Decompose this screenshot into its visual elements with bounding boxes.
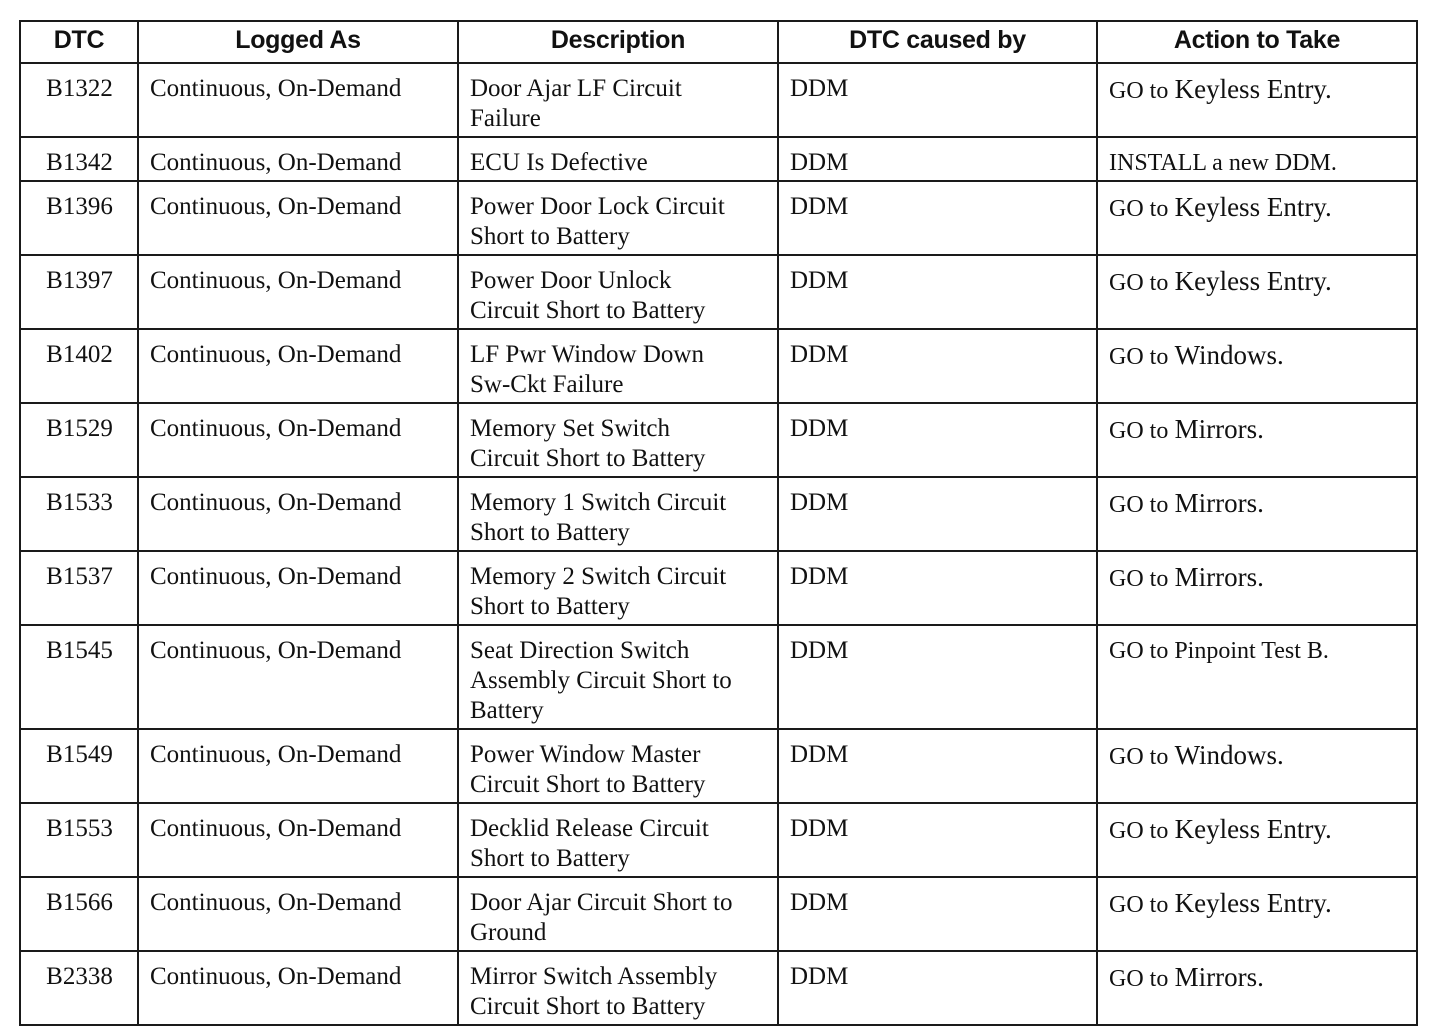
- table-row: [20, 729, 1417, 803]
- description-cell: [458, 551, 778, 625]
- dtc-code-cell: B2338: [20, 951, 138, 1025]
- action-target-text: Keyless Entry.: [1174, 74, 1332, 104]
- description-cell: [458, 729, 778, 803]
- caused-by-cell: DDM: [778, 803, 1097, 877]
- table-header: [20, 21, 1417, 63]
- description-line: Battery: [470, 697, 544, 724]
- action-lead-text: GO to: [1109, 492, 1169, 518]
- logged-as-cell: Continuous, On-Demand: [138, 329, 458, 403]
- action-cell: [1097, 877, 1417, 951]
- description-line: Short to Battery: [470, 223, 630, 250]
- table-body: [20, 63, 1417, 1025]
- table-row: [20, 329, 1417, 403]
- action-cell: [1097, 729, 1417, 803]
- description-line: Short to Battery: [470, 845, 630, 872]
- dtc-code-cell: B1533: [20, 477, 138, 551]
- dtc-code-cell: B1402: [20, 329, 138, 403]
- logged-as-cell: Continuous, On-Demand: [138, 729, 458, 803]
- description-line: Circuit Short to Battery: [470, 771, 706, 798]
- action-target-text: Mirrors.: [1174, 962, 1264, 992]
- action-lead-text: GO to: [1109, 344, 1169, 370]
- action-cell: [1097, 255, 1417, 329]
- action-lead-text: GO to: [1109, 418, 1169, 444]
- action-target-text: Mirrors.: [1174, 562, 1264, 592]
- action-target-text: Windows.: [1174, 340, 1284, 370]
- logged-as-cell: Continuous, On-Demand: [138, 877, 458, 951]
- logged-as-cell: Continuous, On-Demand: [138, 951, 458, 1025]
- dtc-code-cell: B1342: [20, 137, 138, 181]
- caused-by-cell: DDM: [778, 551, 1097, 625]
- dtc-code-cell: B1322: [20, 63, 138, 137]
- description-cell: [458, 137, 778, 181]
- logged-as-cell: Continuous, On-Demand: [138, 803, 458, 877]
- action-target-text: Mirrors.: [1174, 414, 1264, 444]
- action-lead-text: GO to: [1109, 892, 1169, 918]
- dtc-code-cell: B1566: [20, 877, 138, 951]
- description-cell: [458, 803, 778, 877]
- caused-by-cell: DDM: [778, 477, 1097, 551]
- action-cell: [1097, 63, 1417, 137]
- action-cell: [1097, 477, 1417, 551]
- logged-as-cell: Continuous, On-Demand: [138, 63, 458, 137]
- dtc-code-cell: B1529: [20, 403, 138, 477]
- caused-by-cell: DDM: [778, 329, 1097, 403]
- dtc-code-cell: B1537: [20, 551, 138, 625]
- description-line: Mirror Switch Assembly: [470, 963, 718, 990]
- action-cell: [1097, 329, 1417, 403]
- action-cell: [1097, 403, 1417, 477]
- table-row: [20, 477, 1417, 551]
- action-lead-text: GO to: [1109, 818, 1169, 844]
- description-line: Ground: [470, 919, 547, 946]
- description-line: Circuit Short to Battery: [470, 445, 706, 472]
- table-row: [20, 137, 1417, 181]
- description-line: Door Ajar Circuit Short to: [470, 889, 733, 916]
- description-line: ECU Is Defective: [470, 149, 648, 176]
- caused-by-cell: DDM: [778, 625, 1097, 729]
- logged-as-cell: Continuous, On-Demand: [138, 403, 458, 477]
- table-row: [20, 951, 1417, 1025]
- dtc-code-cell: B1553: [20, 803, 138, 877]
- description-line: Circuit Short to Battery: [470, 993, 706, 1020]
- description-cell: [458, 877, 778, 951]
- caused-by-cell: DDM: [778, 403, 1097, 477]
- table-row: [20, 625, 1417, 729]
- action-target-text: Mirrors.: [1174, 488, 1264, 518]
- action-target-text: Keyless Entry.: [1174, 814, 1332, 844]
- action-target-text: Keyless Entry.: [1174, 192, 1332, 222]
- description-line: Power Door Lock Circuit: [470, 193, 725, 220]
- action-lead-text: GO to: [1109, 744, 1169, 770]
- caused-by-cell: DDM: [778, 137, 1097, 181]
- description-line: Assembly Circuit Short to: [470, 667, 732, 694]
- table-row: [20, 181, 1417, 255]
- action-cell: [1097, 803, 1417, 877]
- action-cell: [1097, 625, 1417, 729]
- description-cell: [458, 181, 778, 255]
- table-row: [20, 877, 1417, 951]
- description-cell: [458, 625, 778, 729]
- action-target-text: Keyless Entry.: [1174, 266, 1332, 296]
- header-row: [20, 21, 1417, 63]
- table-row: [20, 551, 1417, 625]
- table-row: [20, 255, 1417, 329]
- caused-by-cell: DDM: [778, 255, 1097, 329]
- description-cell: [458, 403, 778, 477]
- caused-by-cell: DDM: [778, 181, 1097, 255]
- description-line: Short to Battery: [470, 593, 630, 620]
- description-line: Memory Set Switch: [470, 415, 670, 442]
- logged-as-cell: Continuous, On-Demand: [138, 137, 458, 181]
- action-lead-text: GO to Pinpoint Test B.: [1109, 638, 1329, 664]
- description-line: Circuit Short to Battery: [470, 297, 706, 324]
- dtc-code-cell: B1545: [20, 625, 138, 729]
- action-lead-text: GO to: [1109, 966, 1169, 992]
- header-logged-as: Logged As: [138, 21, 458, 63]
- description-line: Short to Battery: [470, 519, 630, 546]
- description-line: Memory 1 Switch Circuit: [470, 489, 727, 516]
- action-lead-text: GO to: [1109, 270, 1169, 296]
- caused-by-cell: DDM: [778, 951, 1097, 1025]
- header-action-to-take: Action to Take: [1097, 21, 1417, 63]
- table-row: [20, 403, 1417, 477]
- dtc-code-cell: B1397: [20, 255, 138, 329]
- action-lead-text: GO to: [1109, 78, 1169, 104]
- logged-as-cell: Continuous, On-Demand: [138, 255, 458, 329]
- caused-by-cell: DDM: [778, 729, 1097, 803]
- action-cell: [1097, 137, 1417, 181]
- dtc-code-cell: B1396: [20, 181, 138, 255]
- description-line: Decklid Release Circuit: [470, 815, 709, 842]
- dtc-table: [19, 20, 1418, 1026]
- description-line: Seat Direction Switch: [470, 637, 690, 664]
- action-lead-text: INSTALL a new DDM.: [1109, 150, 1337, 176]
- dtc-code-cell: B1549: [20, 729, 138, 803]
- description-line: Failure: [470, 105, 541, 132]
- action-cell: [1097, 951, 1417, 1025]
- logged-as-cell: Continuous, On-Demand: [138, 625, 458, 729]
- action-cell: [1097, 551, 1417, 625]
- description-line: LF Pwr Window Down: [470, 341, 704, 368]
- description-line: Sw-Ckt Failure: [470, 371, 624, 398]
- description-cell: [458, 255, 778, 329]
- description-cell: [458, 329, 778, 403]
- header-dtc-caused-by: DTC caused by: [778, 21, 1097, 63]
- logged-as-cell: Continuous, On-Demand: [138, 551, 458, 625]
- header-dtc: DTC: [20, 21, 138, 63]
- description-cell: [458, 951, 778, 1025]
- action-target-text: Keyless Entry.: [1174, 888, 1332, 918]
- description-line: Memory 2 Switch Circuit: [470, 563, 727, 590]
- description-line: Power Door Unlock: [470, 267, 672, 294]
- header-description: Description: [458, 21, 778, 63]
- logged-as-cell: Continuous, On-Demand: [138, 181, 458, 255]
- action-lead-text: GO to: [1109, 566, 1169, 592]
- action-lead-text: GO to: [1109, 196, 1169, 222]
- table-row: [20, 803, 1417, 877]
- logged-as-cell: Continuous, On-Demand: [138, 477, 458, 551]
- action-cell: [1097, 181, 1417, 255]
- caused-by-cell: DDM: [778, 63, 1097, 137]
- description-cell: [458, 477, 778, 551]
- table-row: [20, 63, 1417, 137]
- description-line: Door Ajar LF Circuit: [470, 75, 682, 102]
- action-target-text: Windows.: [1174, 740, 1284, 770]
- description-line: Power Window Master: [470, 741, 701, 768]
- caused-by-cell: DDM: [778, 877, 1097, 951]
- description-cell: [458, 63, 778, 137]
